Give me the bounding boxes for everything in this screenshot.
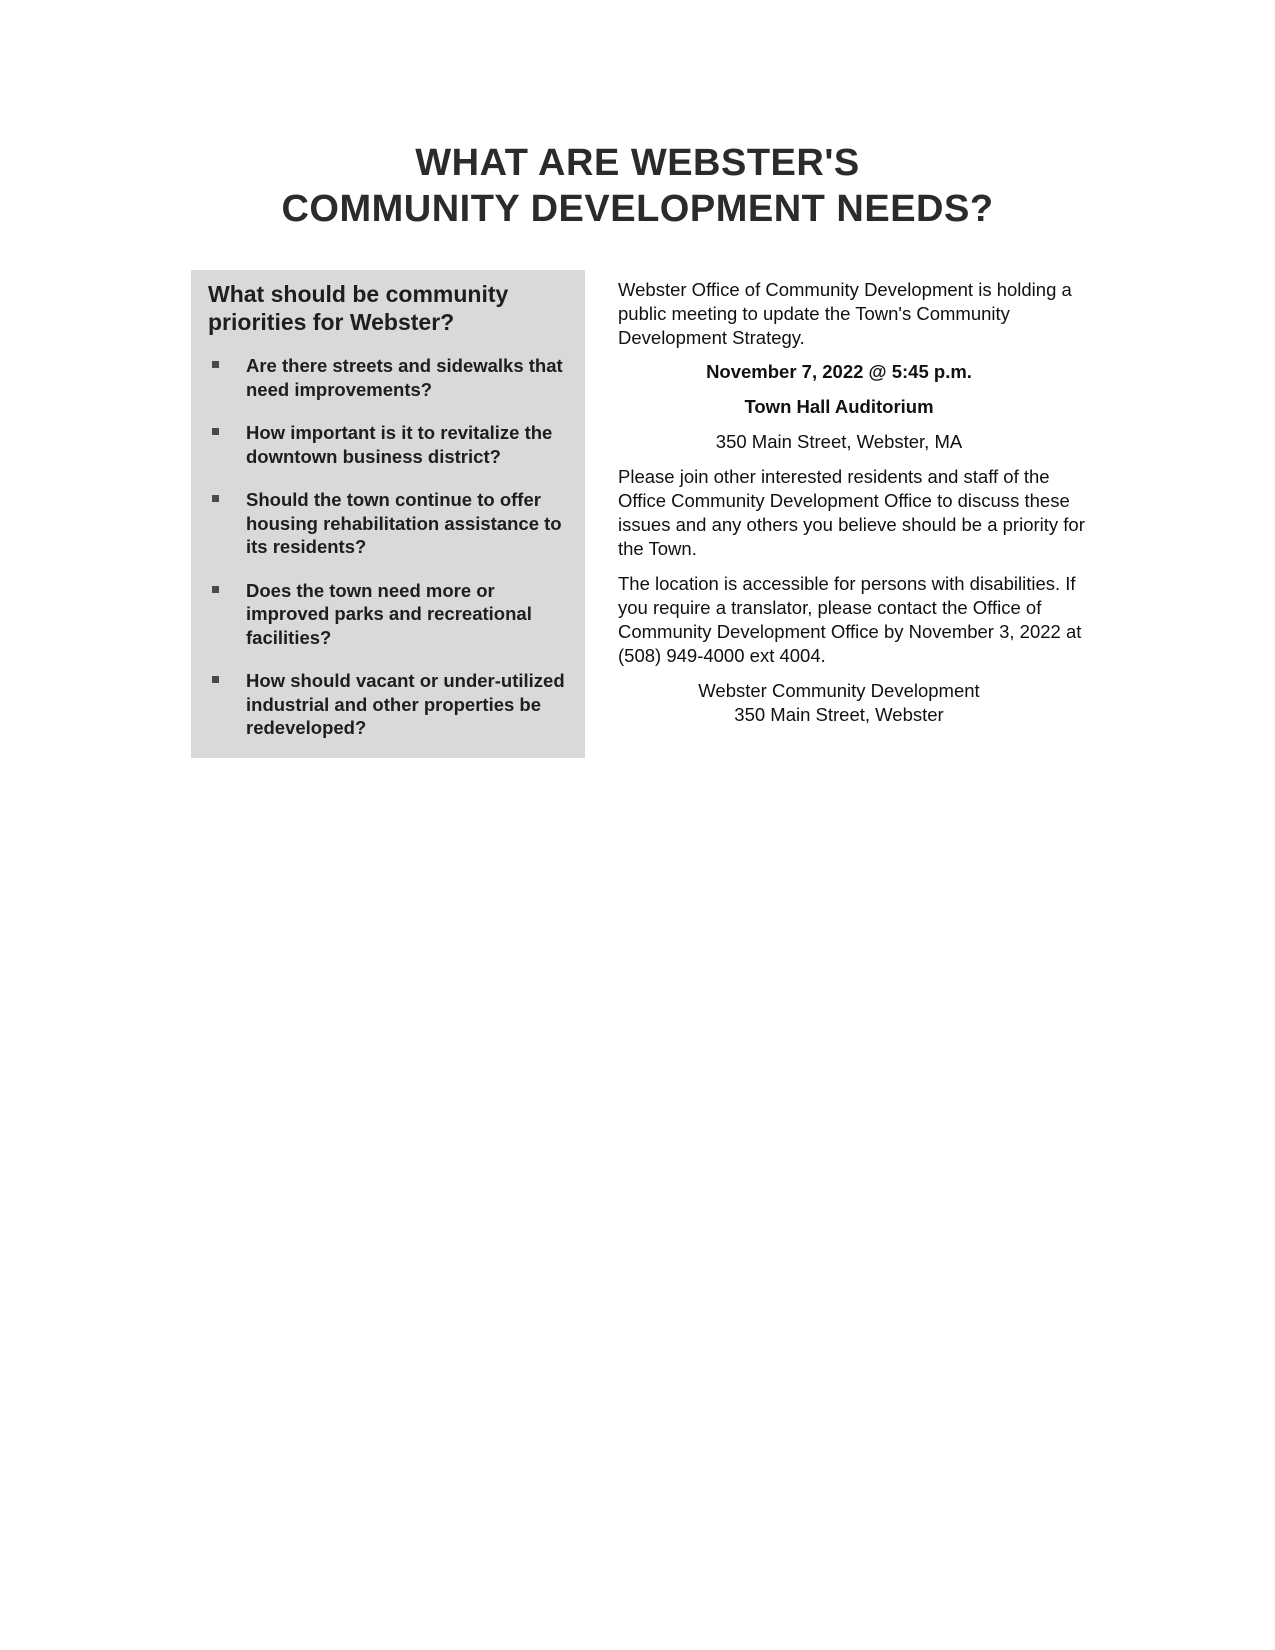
- square-bullet-icon: [212, 428, 219, 435]
- priority-item-text: Are there streets and sidewalks that need improvements?: [246, 355, 563, 400]
- square-bullet-icon: [212, 361, 219, 368]
- accessibility-notice: The location is accessible for persons with disabilities. If you require a translator, please contact the Office of Community Development Office by November 3, 2022 at (508) 949-4000 ext 4004.: [618, 573, 1082, 666]
- priorities-box: [191, 270, 585, 758]
- square-bullet-icon: [212, 586, 219, 593]
- meeting-intro: Webster Office of Community Development is holding a public meeting to update the Town's Community Development Strategy.: [618, 279, 1072, 348]
- meeting-invitation: Please join other interested residents and staff of the Office Community Development Office to discuss these issues and any others you believe should be a priority for the Town.: [618, 466, 1085, 559]
- page-title: [0, 140, 1275, 232]
- page-title-line-2: COMMUNITY DEVELOPMENT NEEDS?: [281, 188, 994, 230]
- priority-item-text: Should the town continue to offer housing rehabilitation assistance to its residents?: [246, 489, 562, 557]
- square-bullet-icon: [212, 676, 219, 683]
- signature-address: 350 Main Street, Webster: [734, 704, 944, 725]
- meeting-address: 350 Main Street, Webster, MA: [715, 431, 963, 452]
- priority-item: [208, 579, 571, 650]
- priorities-heading: What should be community priorities for Webster?: [208, 281, 509, 335]
- priority-item: [208, 669, 571, 740]
- signature-org: Webster Community Development: [698, 680, 980, 701]
- priority-item: [208, 488, 571, 559]
- priority-item: [208, 354, 571, 401]
- priorities-list: [208, 354, 571, 740]
- meeting-info: [618, 278, 1088, 727]
- meeting-date-time: November 7, 2022 @ 5:45 p.m.: [706, 361, 972, 382]
- priority-item: [208, 421, 571, 468]
- page-title-line-1: WHAT ARE WEBSTER'S: [415, 142, 860, 184]
- meeting-venue: Town Hall Auditorium: [744, 396, 934, 417]
- signature-block: [618, 679, 1088, 727]
- priority-item-text: How important is it to revitalize the downtown business district?: [246, 422, 553, 467]
- priority-item-text: How should vacant or under-utilized industrial and other properties be redeveloped?: [246, 670, 565, 738]
- priority-item-text: Does the town need more or improved parks and recreational facilities?: [246, 579, 532, 648]
- square-bullet-icon: [212, 495, 219, 502]
